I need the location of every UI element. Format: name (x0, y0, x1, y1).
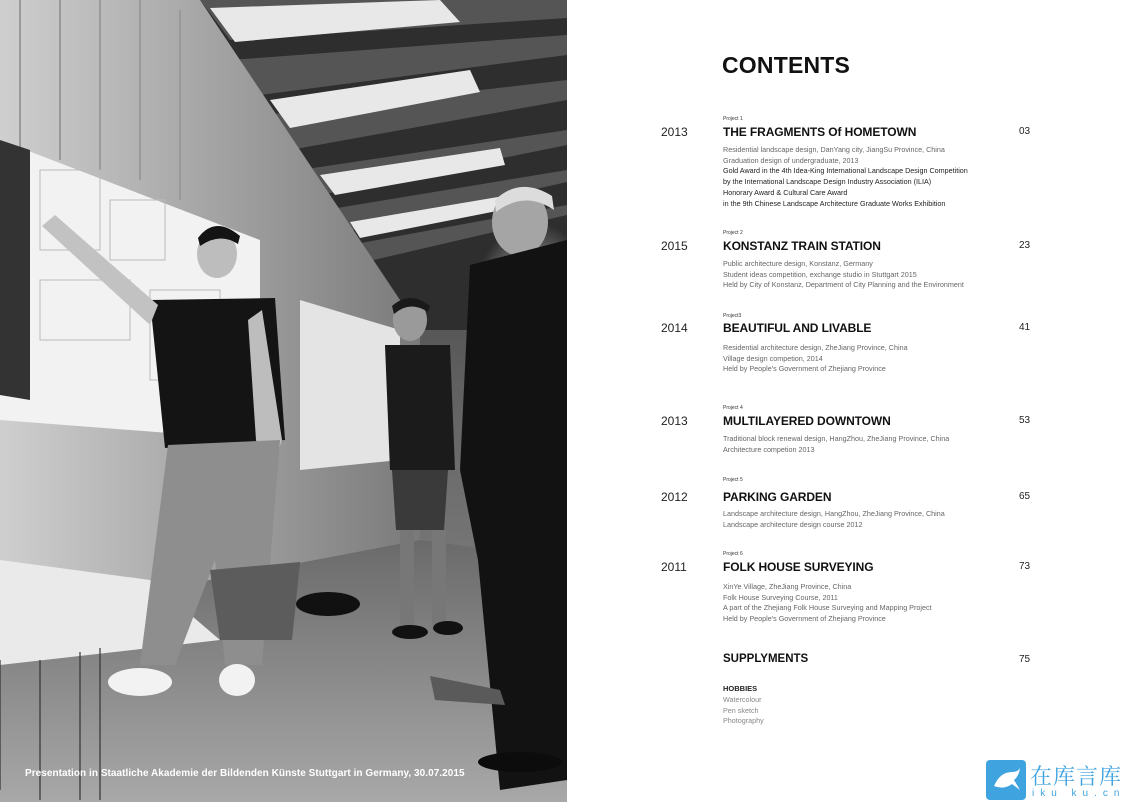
project-year: 2013 (661, 414, 688, 428)
project-description (723, 434, 949, 455)
description-line: Honorary Award & Cultural Care Award (723, 187, 848, 197)
project-label: Project 2 (723, 230, 743, 236)
description-line: Student ideas competition, exchange studio in Stuttgart 2015 (723, 269, 917, 279)
page-title: CONTENTS (722, 52, 851, 78)
project-title: THE FRAGMENTS Of HOMETOWN (723, 125, 917, 139)
description-line: Graduation design of undergraduate, 2013 (723, 155, 859, 165)
project-title: BEAUTIFUL AND LIVABLE (723, 321, 872, 335)
site-watermark (986, 760, 1136, 802)
project-description (723, 259, 964, 291)
description-line: A part of the Zhejiang Folk House Surveying and Mapping Project (723, 603, 932, 613)
description-line: Residential landscape design, DanYang city, JiangSu Province, China (723, 145, 945, 154)
watermark-domain-text: iku ku.cn (1032, 788, 1126, 799)
photo-illustration (0, 0, 567, 802)
project-label: Project3 (723, 313, 742, 319)
supplyments-title: SUPPLYMENTS (723, 653, 809, 665)
description-line: Held by People's Government of Zhejiang Province (723, 364, 886, 374)
project-description (723, 509, 945, 530)
project-title: KONSTANZ TRAIN STATION (723, 239, 881, 253)
project-description (723, 145, 968, 209)
hobby-item: Pen sketch (723, 705, 759, 715)
project-label: Project 4 (723, 405, 743, 411)
hobby-item: Photography (723, 716, 764, 725)
project-title: PARKING GARDEN (723, 490, 832, 504)
project-year: 2011 (661, 560, 687, 574)
project-label: Project 1 (723, 116, 743, 122)
watermark-chinese-text: 在库言库 (1030, 765, 1123, 790)
project-title: MULTILAYERED DOWNTOWN (723, 414, 891, 428)
photo-caption: Presentation in Staatliche Akademie der Bildenden Künste Stuttgart in Germany, 30.07.2015 (25, 768, 465, 779)
description-line: Architecture competion 2013 (723, 444, 815, 454)
description-line: Traditional block renewal design, HangZhou, ZheJiang Province, China (723, 434, 950, 443)
project-page-number: 41 (1019, 322, 1031, 333)
project-description (723, 343, 908, 375)
hobbies-label: HOBBIES (723, 684, 758, 693)
description-line: Landscape architecture design, HangZhou, ZheJiang Province, China (723, 509, 945, 518)
project-year: 2012 (661, 490, 688, 504)
project-label: Project 6 (723, 551, 743, 557)
project-page-number: 03 (1019, 126, 1031, 137)
project-page-number: 65 (1019, 491, 1031, 502)
supplyments-page-number: 75 (1019, 654, 1031, 665)
description-line: by the International Landscape Design Industry Association (ILIA) (723, 177, 932, 187)
description-line: in the 9th Chinese Landscape Architecture Graduate Works Exhibition (723, 198, 946, 208)
project-page-number: 73 (1019, 561, 1031, 572)
project-year: 2015 (661, 239, 688, 253)
description-line: Public architecture design, Konstanz, Germany (723, 259, 873, 268)
bird-logo-icon (986, 760, 1026, 800)
description-line: XinYe Village, ZheJiang Province, China (723, 582, 852, 591)
description-line: Held by People's Government of Zhejiang Province (723, 614, 886, 624)
hobby-item: Watercolour (723, 695, 762, 704)
project-page-number: 53 (1019, 415, 1031, 426)
project-year: 2013 (661, 125, 688, 139)
project-year: 2014 (661, 321, 688, 335)
project-label: Project 5 (723, 477, 743, 483)
project-page-number: 23 (1019, 240, 1031, 251)
project-title: FOLK HOUSE SURVEYING (723, 560, 874, 574)
hobbies-list (723, 695, 764, 727)
description-line: Landscape architecture design course 2012 (723, 519, 863, 529)
description-line: Gold Award in the 4th Idea-King International Landscape Design Competition (723, 166, 968, 176)
description-line: Residential architecture design, ZheJiang Province, China (723, 343, 908, 352)
presentation-photo (0, 0, 567, 802)
project-description (723, 582, 932, 625)
description-line: Held by City of Konstanz, Department of City Planning and the Environment (723, 280, 964, 290)
description-line: Village design competion, 2014 (723, 353, 823, 363)
description-line: Folk House Surveying Course, 2011 (723, 592, 838, 602)
